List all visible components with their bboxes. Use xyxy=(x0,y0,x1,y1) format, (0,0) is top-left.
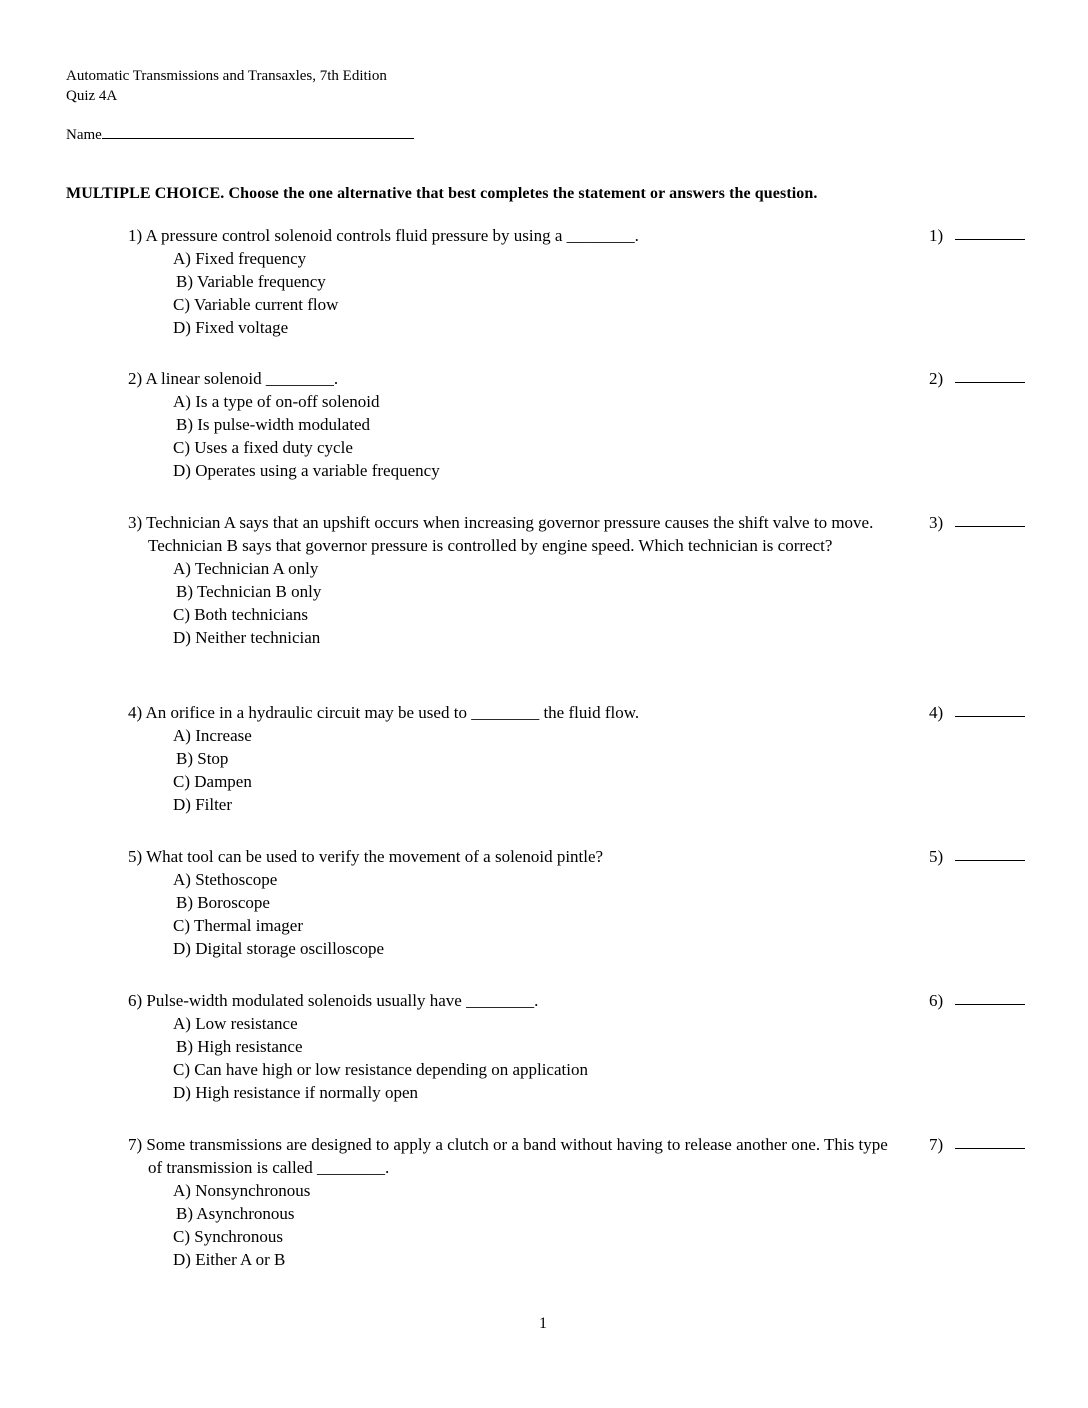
question-text: 5) What tool can be used to verify the movement of a solenoid pintle? xyxy=(128,847,604,866)
answer-option: C) Both technicians xyxy=(173,605,309,624)
answer-blank-line[interactable] xyxy=(955,1004,1025,1005)
question-text: 4) An orifice in a hydraulic circuit may be used to ________ the fluid flow. xyxy=(128,703,640,722)
answer-blank-line[interactable] xyxy=(955,716,1025,717)
question-5 xyxy=(128,845,888,960)
answer-option: C) Can have high or low resistance depending on application xyxy=(173,1060,588,1079)
answer-option: B) High resistance xyxy=(176,1037,303,1056)
answer-option: A) Stethoscope xyxy=(173,870,278,889)
answer-number: 4) xyxy=(929,703,944,722)
answer-number: 1) xyxy=(929,226,944,245)
question-6 xyxy=(128,989,888,1104)
question-2 xyxy=(128,367,888,482)
answer-blank-line[interactable] xyxy=(955,239,1025,240)
answer-slot xyxy=(929,367,943,390)
question-7 xyxy=(128,1133,888,1271)
answer-option: A) Fixed frequency xyxy=(173,249,307,268)
answer-option: B) Technician B only xyxy=(176,582,322,601)
answer-option: A) Low resistance xyxy=(173,1014,298,1033)
answer-option: C) Synchronous xyxy=(173,1227,284,1246)
answer-option: B) Boroscope xyxy=(176,893,270,912)
answer-option: B) Is pulse-width modulated xyxy=(176,415,371,434)
answer-option: D) Either A or B xyxy=(173,1250,286,1269)
answer-slot xyxy=(929,511,943,534)
answer-number: 7) xyxy=(929,1135,944,1154)
answer-slot xyxy=(929,989,943,1012)
answer-blank-line[interactable] xyxy=(955,526,1025,527)
answer-option: C) Variable current flow xyxy=(173,295,339,314)
question-text: 3) Technician A says that an upshift occurs when increasing governor pressure causes the shift valve to move. Technician B says that governor pressure is controlled by engine speed. Which technician is correct? xyxy=(128,513,874,555)
question-1 xyxy=(128,224,888,339)
page-number: 1 xyxy=(539,1315,547,1332)
answer-blank-line[interactable] xyxy=(955,860,1025,861)
name-field xyxy=(66,124,414,145)
answer-blank-line[interactable] xyxy=(955,382,1025,383)
answer-option: A) Technician A only xyxy=(173,559,319,578)
answer-option: B) Asynchronous xyxy=(176,1204,295,1223)
answer-slot xyxy=(929,701,943,724)
question-text: 2) A linear solenoid ________. xyxy=(128,369,339,388)
question-text: 7) Some transmissions are designed to apply a clutch or a band without having to release another one. This type of transmission is called ________. xyxy=(128,1135,888,1177)
instructions: MULTIPLE CHOICE. Choose the one alternative that best completes the statement or answers the question. xyxy=(66,185,818,202)
answer-option: D) Operates using a variable frequency xyxy=(173,461,440,480)
answer-number: 5) xyxy=(929,847,944,866)
name-blank-line xyxy=(102,124,414,139)
answer-number: 6) xyxy=(929,991,944,1010)
answer-blank-line[interactable] xyxy=(955,1148,1025,1149)
answer-option: B) Variable frequency xyxy=(176,272,326,291)
question-4 xyxy=(128,701,888,816)
question-text: 6) Pulse-width modulated solenoids usually have ________. xyxy=(128,991,539,1010)
answer-option: B) Stop xyxy=(176,749,229,768)
answer-option: D) Fixed voltage xyxy=(173,318,289,337)
answer-option: D) Digital storage oscilloscope xyxy=(173,939,385,958)
question-3 xyxy=(128,511,888,649)
answer-number: 3) xyxy=(929,513,944,532)
answer-option: A) Nonsynchronous xyxy=(173,1181,311,1200)
answer-option: C) Dampen xyxy=(173,772,252,791)
document-title: Automatic Transmissions and Transaxles, 7th Edition xyxy=(66,68,387,84)
answer-slot xyxy=(929,845,943,868)
answer-option: A) Increase xyxy=(173,726,252,745)
answer-option: D) Filter xyxy=(173,795,233,814)
name-label: Name xyxy=(66,127,102,143)
quiz-label: Quiz 4A xyxy=(66,88,118,104)
answer-option: C) Thermal imager xyxy=(173,916,303,935)
question-text: 1) A pressure control solenoid controls fluid pressure by using a ________. xyxy=(128,226,639,245)
answer-slot xyxy=(929,224,943,247)
answer-option: D) Neither technician xyxy=(173,628,321,647)
answer-slot xyxy=(929,1133,943,1156)
answer-number: 2) xyxy=(929,369,944,388)
answer-option: D) High resistance if normally open xyxy=(173,1083,419,1102)
answer-option: A) Is a type of on-off solenoid xyxy=(173,392,380,411)
answer-option: C) Uses a fixed duty cycle xyxy=(173,438,353,457)
